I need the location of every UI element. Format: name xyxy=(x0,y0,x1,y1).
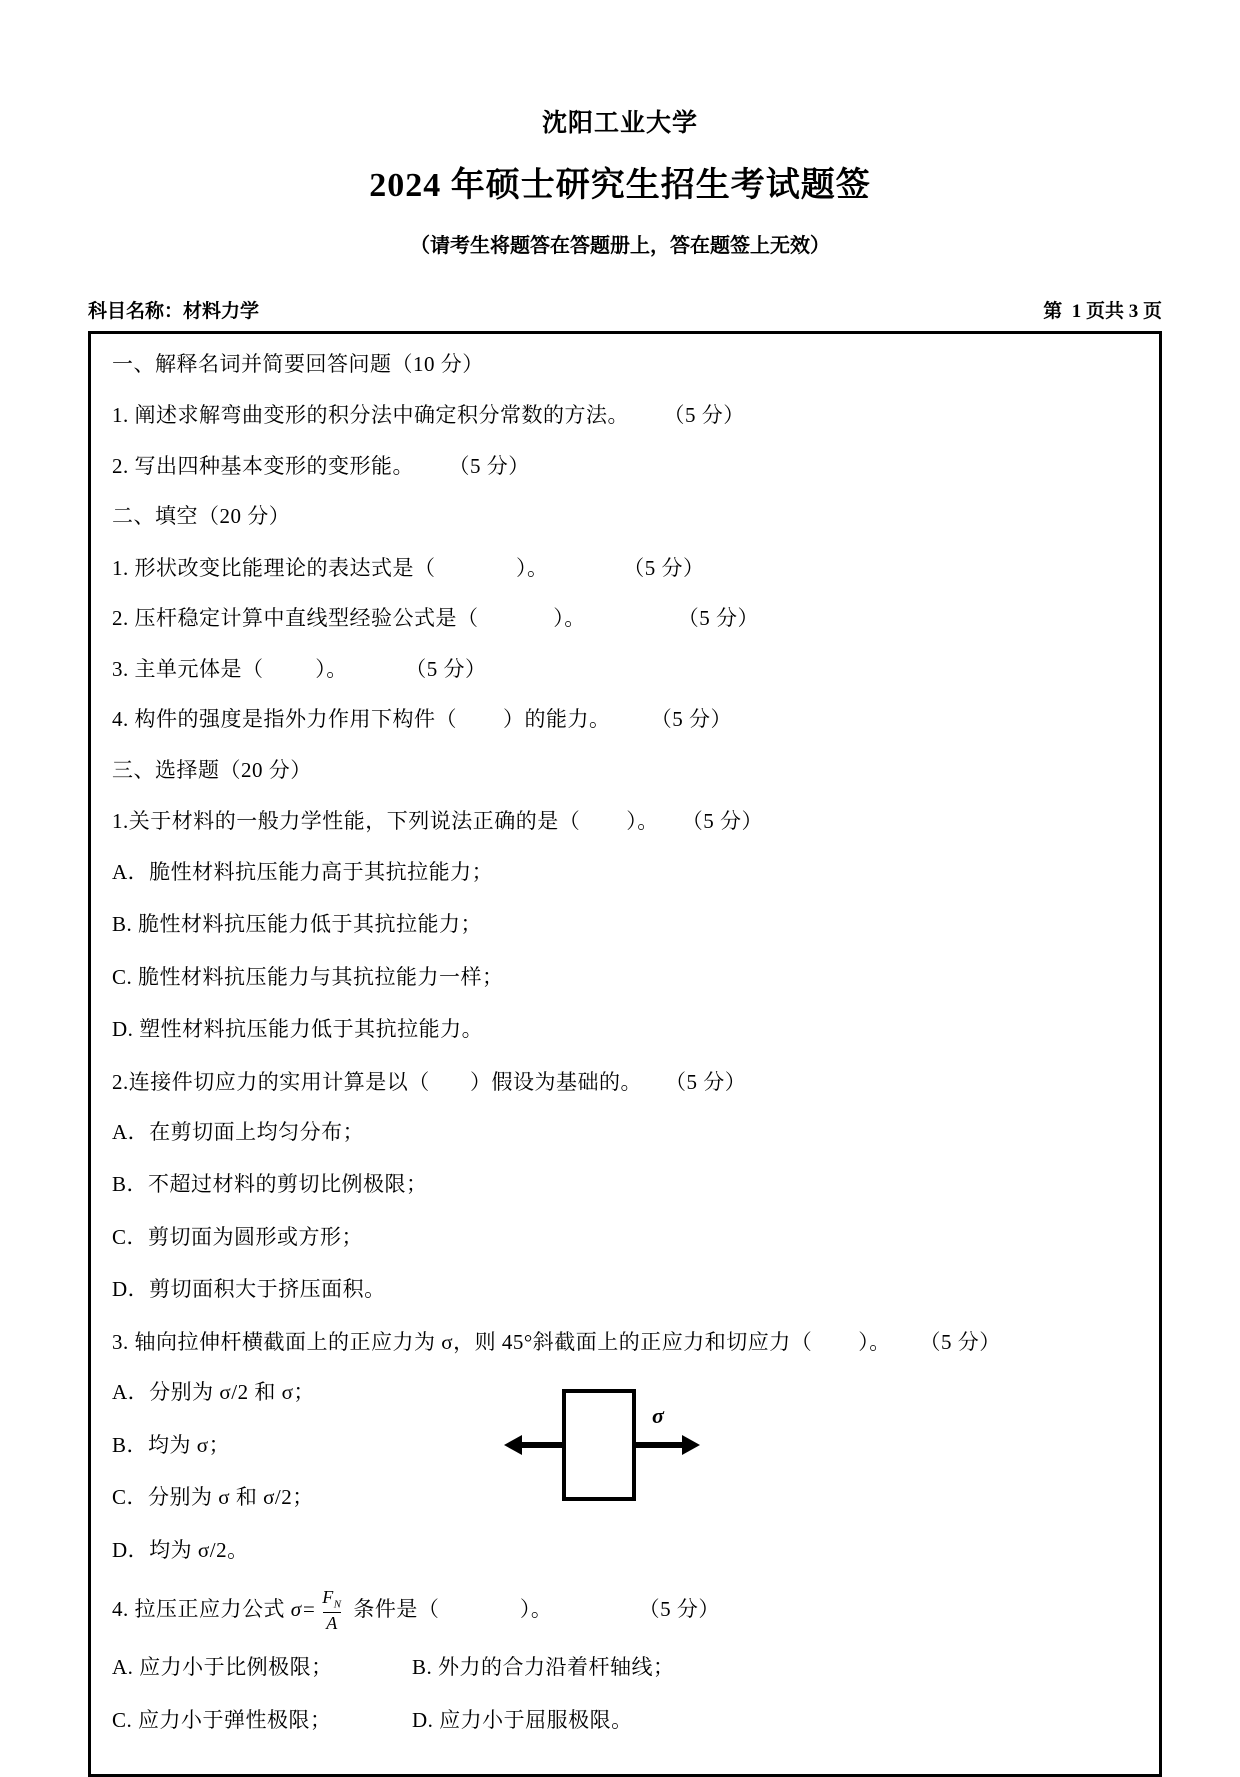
q3-option-a: A．分别为 σ/2 和 σ； xyxy=(112,1380,315,1405)
section-three-heading: 三、选择题（20 分） xyxy=(112,757,312,782)
sigma-label: σ xyxy=(652,1403,664,1429)
section-three-question-4 xyxy=(112,1587,1142,1632)
right-force-arrow-head xyxy=(682,1435,700,1455)
exam-title: 2024 年硕士研究生招生考试题签 xyxy=(369,167,871,204)
exam-instruction-note: （请考生将题答在答题册上，答在题签上无效） xyxy=(410,234,830,257)
q3-option-c: C．分别为 σ 和 σ/2； xyxy=(112,1485,314,1510)
q1-option-d: D. 塑性材料抗压能力低于其抗拉能力。 xyxy=(112,1017,484,1042)
q3-option-b: B．均为 σ； xyxy=(112,1432,231,1457)
axial-tension-figure xyxy=(502,1383,732,1533)
page-indicator: 第 1 页共 3 页 xyxy=(1043,300,1162,322)
q4-options-row-2 xyxy=(112,1705,1142,1735)
q2-option-d: D．剪切面积大于挤压面积。 xyxy=(112,1277,386,1302)
section-three-question-2: 2.连接件切应力的实用计算是以（ ）假设为基础的。 （5 分） xyxy=(112,1069,747,1094)
q3-option-list xyxy=(112,1377,472,1565)
q3-options-with-figure xyxy=(112,1377,1142,1565)
q4-numerator-symbol: F xyxy=(322,1587,334,1608)
q4-option-d: D. 应力小于屈服极限。 xyxy=(412,1707,633,1732)
q2-option-a: A．在剪切面上均匀分布； xyxy=(112,1120,365,1145)
q3-option-d: D．均为 σ/2。 xyxy=(112,1537,249,1562)
q4-option-b: B. 外力的合力沿着杆轴线； xyxy=(412,1655,675,1680)
q4-options-row-1 xyxy=(112,1652,1142,1682)
section-two-question-3: 3. 主单元体是（ ）。 （5 分） xyxy=(112,656,487,681)
q4-option-c: C. 应力小于弹性极限； xyxy=(112,1707,332,1732)
stress-element-diagram xyxy=(502,1383,732,1533)
section-three-question-1: 1.关于材料的一般力学性能，下列说法正确的是（ ）。 （5 分） xyxy=(112,809,763,834)
q4-text-before-formula: 4. 拉压正应力公式 xyxy=(112,1596,291,1621)
section-two-question-1: 1. 形状改变比能理论的表达式是（ ）。 （5 分） xyxy=(112,555,705,580)
q4-fraction-numerator xyxy=(319,1588,344,1612)
q2-option-c: C．剪切面为圆形或方形； xyxy=(112,1224,364,1249)
q4-numerator-subscript: N xyxy=(333,1598,342,1611)
q2-option-b: B．不超过材料的剪切比例极限； xyxy=(112,1172,428,1197)
q4-fraction-denominator: A xyxy=(323,1612,341,1633)
section-three-question-3: 3. 轴向拉伸杆横截面上的正应力为 σ，则 45°斜截面上的正应力和切应力（ ）。 （5 分） xyxy=(112,1329,1001,1354)
section-one-heading: 一、解释名词并简要回答问题（10 分） xyxy=(112,351,484,376)
section-one-question-2: 2. 写出四种基本变形的变形能。 （5 分） xyxy=(112,453,530,478)
section-two-heading: 二、填空（20 分） xyxy=(112,504,291,529)
subject-page-row xyxy=(88,296,1162,323)
q1-option-a: A．脆性材料抗压能力高于其抗拉能力； xyxy=(112,859,494,884)
section-two-question-2: 2. 压杆稳定计算中直线型经验公式是（ ）。 （5 分） xyxy=(112,606,759,631)
q4-fraction xyxy=(319,1588,344,1633)
university-name: 沈阳工业大学 xyxy=(541,109,698,137)
q4-sigma-equals: σ= xyxy=(290,1596,317,1621)
q4-text-after-formula: 条件是（ ）。 （5 分） xyxy=(347,1596,720,1621)
q1-option-c: C. 脆性材料抗压能力与其抗拉能力一样； xyxy=(112,964,504,989)
section-one-question-1: 1. 阐述求解弯曲变形的积分法中确定积分常数的方法。 （5 分） xyxy=(112,403,745,428)
section-two-question-4: 4. 构件的强度是指外力作用下构件（ ）的能力。 （5 分） xyxy=(112,707,732,732)
q4-option-a: A. 应力小于比例极限； xyxy=(112,1655,333,1680)
subject-name: 科目名称：材料力学 xyxy=(88,300,260,322)
left-force-arrow-head xyxy=(504,1435,522,1455)
q1-option-b: B. 脆性材料抗压能力低于其抗拉能力； xyxy=(112,912,483,937)
exam-body-frame xyxy=(88,331,1162,1777)
page-header xyxy=(0,0,1240,258)
element-rectangle xyxy=(564,1391,634,1499)
